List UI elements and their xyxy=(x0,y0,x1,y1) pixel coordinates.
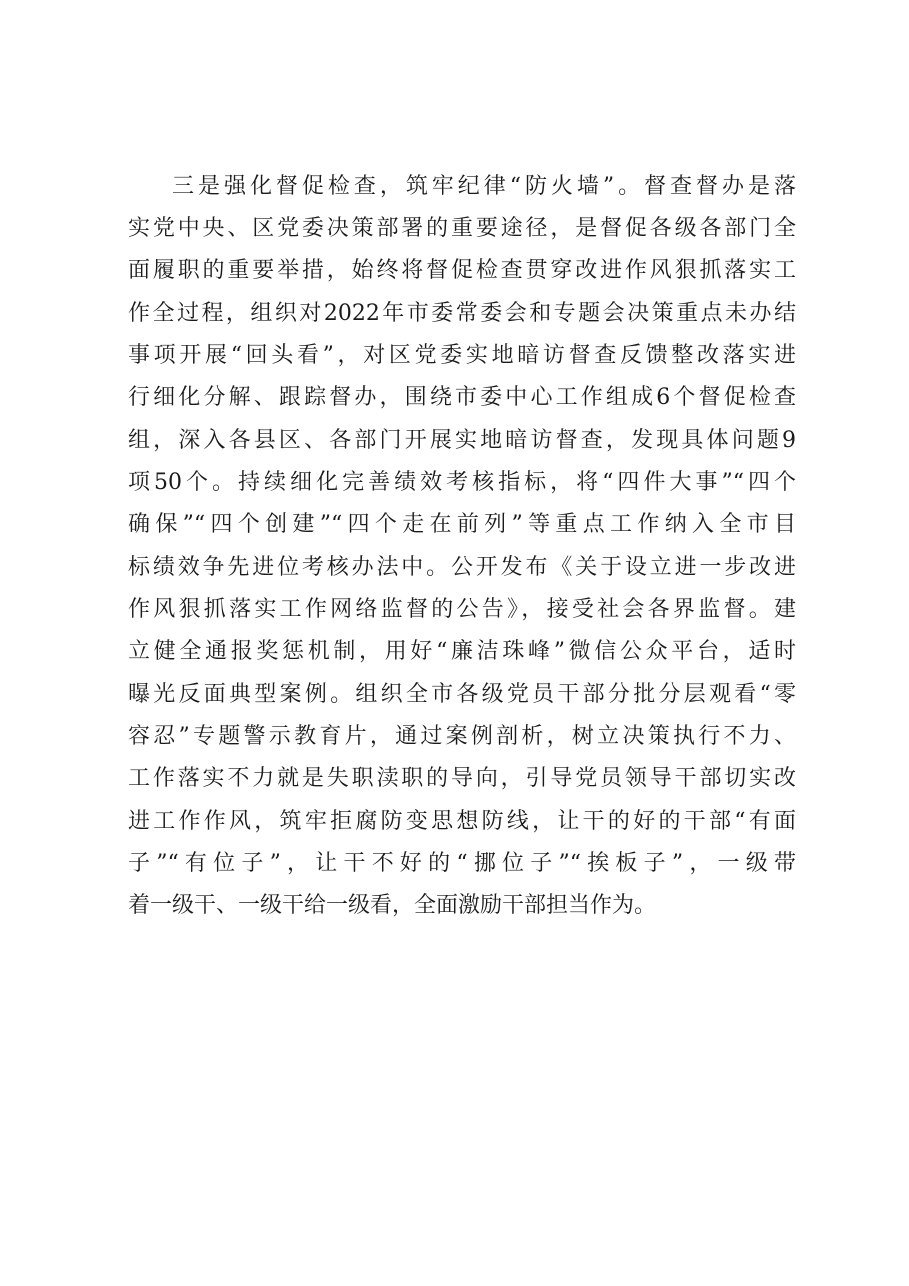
paragraph-line-6: 行细化分解、跟踪督办，围绕市委中心工作组成6个督促检查 xyxy=(128,385,796,410)
paragraph-line-10: 标绩效争先进位考核办法中。公开发布《关于设立进一步改进 xyxy=(128,555,796,580)
paragraph-line-18: 着一级干、一级干给一级看，全面激励干部担当作为。 xyxy=(128,893,657,918)
paragraph-line-9: 确保”“四个创建”“四个走在前列”等重点工作纳入全市目 xyxy=(128,512,796,537)
paragraph-line-12: 立健全通报奖惩机制，用好“廉洁珠峰”微信公众平台，适时 xyxy=(128,639,796,664)
paragraph-line-11: 作风狠抓落实工作网络监督的公告》，接受社会各界监督。建 xyxy=(128,597,796,622)
paragraph-line-13: 曝光反面典型案例。组织全市各级党员干部分批分层观看“零 xyxy=(128,682,796,707)
paragraph-line-8: 项50个。持续细化完善绩效考核指标，将“四件大事”“四个 xyxy=(128,470,796,495)
paragraph-line-4: 作全过程，组织对2022年市委常委会和专题会决策重点未办结 xyxy=(128,301,796,326)
paragraph-line-17: 子”“有位子”，让干不好的“挪位子”“挨板子”，一级带 xyxy=(128,851,796,876)
paragraph-line-5: 事项开展“回头看”，对区党委实地暗访督查反馈整改落实进 xyxy=(128,343,796,368)
paragraph-line-1: 三是强化督促检查，筑牢纪律“防火墙”。督查督办是落 xyxy=(172,174,796,199)
paragraph-line-16: 进工作作风，筑牢拒腐防变思想防线，让干的好的干部“有面 xyxy=(128,809,796,834)
paragraph-line-2: 实党中央、区党委决策部署的重要途径，是督促各级各部门全 xyxy=(128,216,796,241)
paragraph-line-7: 组，深入各县区、各部门开展实地暗访督查，发现具体问题9 xyxy=(128,428,796,453)
paragraph-line-3: 面履职的重要举措，始终将督促检查贯穿改进作风狠抓落实工 xyxy=(128,258,796,283)
paragraph-line-15: 工作落实不力就是失职渎职的导向，引导党员领导干部切实改 xyxy=(128,766,796,791)
paragraph-line-14: 容忍”专题警示教育片，通过案例剖析，树立决策执行不力、 xyxy=(128,724,796,749)
